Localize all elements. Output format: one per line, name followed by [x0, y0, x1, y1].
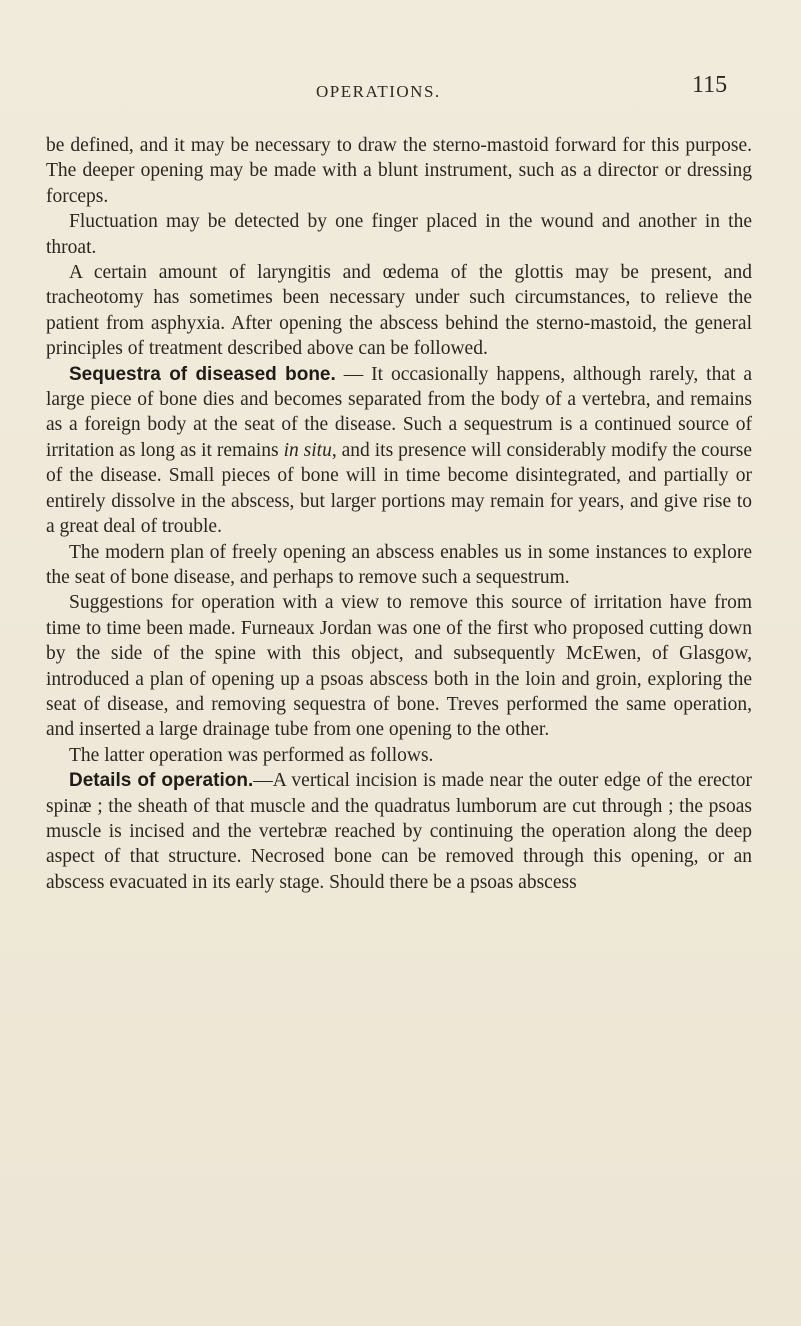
italic-term: in situ [283, 439, 332, 461]
section-heading-sequestra: Sequestra of diseased bone. [69, 363, 336, 385]
paragraph-text: A certain amount of laryngitis and œdema of the glottis may be present, and tracheotomy has sometimes been necessary under such circumstances, to relieve the patient from asphyxia. After opening the abscess behind the sterno-mastoid, the general principles of treatment described above can be followed. [46, 262, 752, 360]
paragraph-text: —A vertical incision is made near the outer edge of the erector spinæ ; the sheath of that muscle and the quadratus lumborum are cut through ; the psoas muscle is incised and the vertebræ reached by continuing the operation along the deep aspect of that structure. Necrosed bone can be removed through this opening, or an abscess evacuated in its early stage. Should there be a psoas abscess [46, 770, 753, 893]
paragraph-continued [46, 133, 752, 209]
page-number: 115 [692, 72, 728, 98]
paragraph-text: , and its presence will considerably modify the course of the disease. Small pieces of bone will in time become disintegrated, and partially or entirely dissolve in the abscess, but larger portions may remain for years, and give rise to a great deal of trouble. [46, 439, 752, 538]
paragraph-text: — It occasionally happens, although rarely, that a large piece of bone dies and becomes separated from the body of a vertebra, and remains as a foreign body at the seat of the disease. Such a sequestrum is a continued source of irritation as long as it remains [46, 363, 753, 461]
paragraph-text: Suggestions for operation with a view to remove this source of irritation have from time to time been made. Furneaux Jordan was one of the first who proposed cutting down by the side of the spine with this object, and subsequently McEwen, of Glasgow, introduced a plan of opening up a psoas abscess both in the loin and groin, exploring the seat of disease, and removing sequestra of bone. Treves performed the same operation, and inserted a large drainage tube from one opening to the other. [46, 592, 752, 741]
paragraph-modern-plan [46, 540, 752, 591]
paragraph-text: The latter operation was performed as follows. [69, 744, 434, 766]
paragraph-laryngitis [46, 260, 752, 362]
paragraph-suggestions [46, 590, 752, 742]
paragraph-fluctuation [46, 209, 752, 260]
paragraph-details [46, 768, 752, 895]
paragraph-sequestra [46, 362, 752, 540]
body-text [46, 133, 752, 895]
paragraph-text: be defined, and it may be necessary to draw the sterno-mastoid forward for this purpose. The deeper opening may be made with a blunt instrument, such as a director or dressing forceps. [46, 135, 752, 207]
paragraph-latter-operation [46, 743, 752, 768]
running-title: OPERATIONS. [316, 82, 441, 101]
paragraph-text: The modern plan of freely opening an abscess enables us in some instances to explore the seat of bone disease, and perhaps to remove such a sequestrum. [46, 541, 752, 588]
section-heading-details: Details of operation. [69, 770, 254, 792]
paragraph-text: Fluctuation may be detected by one finger placed in the wound and another in the throat. [46, 211, 752, 258]
